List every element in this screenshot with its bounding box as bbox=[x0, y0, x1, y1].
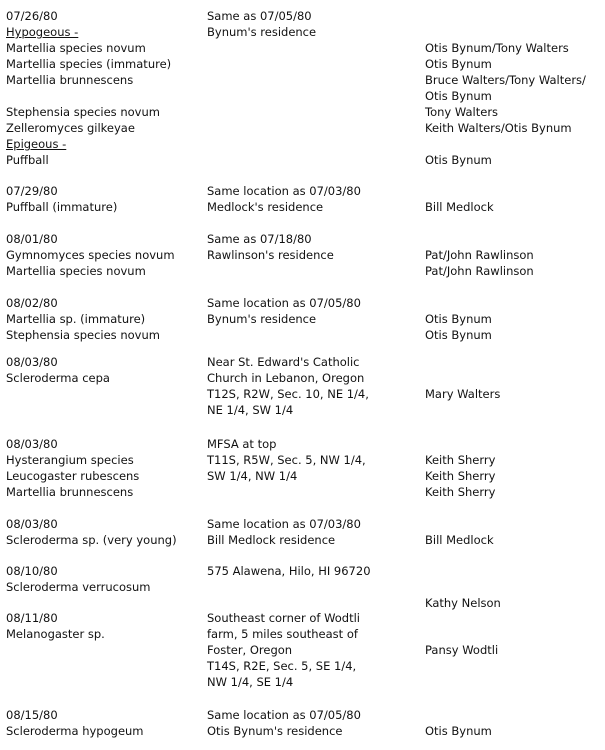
collector-name: Kathy Nelson bbox=[425, 596, 501, 610]
location-line: Same as 07/05/80 bbox=[207, 9, 312, 23]
category-heading: Epigeous - bbox=[6, 137, 67, 151]
entry-collectors bbox=[425, 707, 492, 739]
collector-name: Pansy Wodtli bbox=[425, 643, 499, 657]
collector-name: Keith Sherry bbox=[425, 469, 496, 483]
entry-specimens bbox=[6, 563, 150, 595]
entry-specimens bbox=[6, 183, 117, 215]
entry-specimens bbox=[6, 610, 105, 642]
location-line: Southeast corner of Wodtli bbox=[207, 611, 361, 625]
entry-collectors bbox=[425, 610, 498, 658]
species-name: Martellia species (immature) bbox=[6, 57, 172, 71]
species-name: Puffball (immature) bbox=[6, 200, 118, 214]
collector-name bbox=[425, 8, 586, 24]
collector-name bbox=[425, 610, 498, 626]
collector-name: Tony Walters bbox=[425, 105, 499, 119]
location-line: T14S, R2E, Sec. 5, SE 1/4, bbox=[207, 659, 357, 673]
category-heading: Hypogeous - bbox=[6, 25, 79, 39]
location-line: SW 1/4, NW 1/4 bbox=[207, 469, 298, 483]
entry-specimens bbox=[6, 231, 175, 279]
location-line: 575 Alawena, Hilo, HI 96720 bbox=[207, 564, 371, 578]
species-name: Leucogaster rubescens bbox=[6, 469, 140, 483]
entry-date: 07/29/80 bbox=[6, 184, 58, 198]
entry-collectors bbox=[425, 516, 494, 548]
entry-location bbox=[207, 183, 361, 215]
collector-name bbox=[425, 231, 534, 247]
species-name: Gymnomyces species novum bbox=[6, 248, 175, 262]
species-name: Martellia brunnescens bbox=[6, 485, 134, 499]
collector-name: Bill Medlock bbox=[425, 533, 494, 547]
collector-name: Otis Bynum bbox=[425, 724, 492, 738]
location-line: Same location as 07/05/80 bbox=[207, 708, 361, 722]
location-line: Same location as 07/03/80 bbox=[207, 184, 361, 198]
collector-name bbox=[425, 24, 586, 40]
location-line: farm, 5 miles southeast of bbox=[207, 627, 358, 641]
species-name: Scleroderma verrucosum bbox=[6, 580, 151, 594]
collector-name bbox=[425, 136, 586, 152]
location-line: Rawlinson's residence bbox=[207, 248, 334, 262]
species-name: Scleroderma sp. (very young) bbox=[6, 533, 177, 547]
species-name: Melanogaster sp. bbox=[6, 627, 105, 641]
collector-name: Mary Walters bbox=[425, 387, 501, 401]
entry-collectors bbox=[425, 231, 534, 279]
species-name bbox=[6, 88, 171, 104]
collector-name bbox=[425, 563, 501, 579]
collector-name: Otis Bynum bbox=[425, 57, 492, 71]
collector-name: Keith Walters/Otis Bynum bbox=[425, 121, 572, 135]
location-line: Otis Bynum's residence bbox=[207, 724, 343, 738]
entry-location bbox=[207, 436, 366, 484]
species-name: Scleroderma cepa bbox=[6, 371, 110, 385]
location-line: Same location as 07/05/80 bbox=[207, 296, 361, 310]
species-name: Puffball bbox=[6, 153, 49, 167]
entry-date: 08/11/80 bbox=[6, 611, 58, 625]
location-line: Same location as 07/03/80 bbox=[207, 517, 361, 531]
entry-collectors bbox=[425, 563, 501, 611]
species-name: Stephensia species novum bbox=[6, 105, 160, 119]
location-line: Foster, Oregon bbox=[207, 643, 293, 657]
location-line: NE 1/4, SW 1/4 bbox=[207, 403, 294, 417]
entry-location bbox=[207, 295, 361, 327]
location-line: Bynum's residence bbox=[207, 25, 317, 39]
entry-specimens bbox=[6, 295, 160, 343]
location-line: Near St. Edward's Catholic bbox=[207, 355, 360, 369]
entry-specimens bbox=[6, 707, 144, 739]
location-line: Bynum's residence bbox=[207, 312, 317, 326]
collector-name bbox=[425, 707, 492, 723]
collector-name bbox=[425, 436, 495, 452]
species-name: Martellia species novum bbox=[6, 41, 146, 55]
entry-specimens bbox=[6, 354, 110, 386]
entry-collectors bbox=[425, 295, 492, 343]
entry-location bbox=[207, 354, 369, 418]
species-name: Martellia brunnescens bbox=[6, 73, 134, 87]
entry-date: 08/03/80 bbox=[6, 437, 58, 451]
entry-location bbox=[207, 610, 360, 690]
location-line: MFSA at top bbox=[207, 437, 277, 451]
entry-collectors bbox=[425, 8, 586, 168]
collector-name bbox=[425, 354, 500, 370]
entry-specimens bbox=[6, 436, 139, 500]
species-name: Scleroderma hypogeum bbox=[6, 724, 144, 738]
collector-name: Otis Bynum bbox=[425, 89, 492, 103]
collector-name: Keith Sherry bbox=[425, 485, 496, 499]
collector-name: Bruce Walters/Tony Walters/ bbox=[425, 73, 586, 87]
collector-name: Otis Bynum/Tony Walters bbox=[425, 41, 569, 55]
location-line: Church in Lebanon, Oregon bbox=[207, 371, 365, 385]
location-line: Medlock's residence bbox=[207, 200, 324, 214]
entry-location bbox=[207, 516, 361, 548]
entry-date: 07/26/80 bbox=[6, 9, 58, 23]
entry-collectors bbox=[425, 354, 500, 402]
species-name: Martellia species novum bbox=[6, 264, 146, 278]
location-line: T11S, R5W, Sec. 5, NW 1/4, bbox=[207, 453, 366, 467]
entry-location bbox=[207, 8, 316, 40]
entry-date: 08/01/80 bbox=[6, 232, 58, 246]
collector-name: Bill Medlock bbox=[425, 200, 494, 214]
collector-name bbox=[425, 370, 500, 386]
location-line: Same as 07/18/80 bbox=[207, 232, 312, 246]
location-line: T12S, R2W, Sec. 10, NE 1/4, bbox=[207, 387, 369, 401]
collector-name: Otis Bynum bbox=[425, 312, 492, 326]
collector-name bbox=[425, 295, 492, 311]
entry-location bbox=[207, 707, 361, 739]
collector-name: Otis Bynum bbox=[425, 328, 492, 342]
collector-name bbox=[425, 626, 498, 642]
collector-name: Otis Bynum bbox=[425, 153, 492, 167]
entry-date: 08/15/80 bbox=[6, 708, 58, 722]
entry-date: 08/10/80 bbox=[6, 564, 58, 578]
collector-name: Pat/John Rawlinson bbox=[425, 248, 534, 262]
entry-location bbox=[207, 563, 371, 579]
entry-location bbox=[207, 231, 334, 263]
location-line: Bill Medlock residence bbox=[207, 533, 336, 547]
collector-name bbox=[425, 183, 494, 199]
entry-collectors bbox=[425, 183, 494, 215]
entry-specimens bbox=[6, 516, 177, 548]
species-name: Martellia sp. (immature) bbox=[6, 312, 146, 326]
entry-collectors bbox=[425, 436, 495, 500]
species-name: Stephensia species novum bbox=[6, 328, 160, 342]
species-name: Zelleromyces gilkeyae bbox=[6, 121, 135, 135]
entry-date: 08/03/80 bbox=[6, 355, 58, 369]
location-line: NW 1/4, SE 1/4 bbox=[207, 675, 294, 689]
entry-date: 08/03/80 bbox=[6, 517, 58, 531]
entry-date: 08/02/80 bbox=[6, 296, 58, 310]
collector-name: Keith Sherry bbox=[425, 453, 496, 467]
species-name: Hysterangium species bbox=[6, 453, 134, 467]
entry-specimens bbox=[6, 8, 171, 168]
collector-name: Pat/John Rawlinson bbox=[425, 264, 534, 278]
collector-name bbox=[425, 579, 501, 595]
collector-name bbox=[425, 516, 494, 532]
